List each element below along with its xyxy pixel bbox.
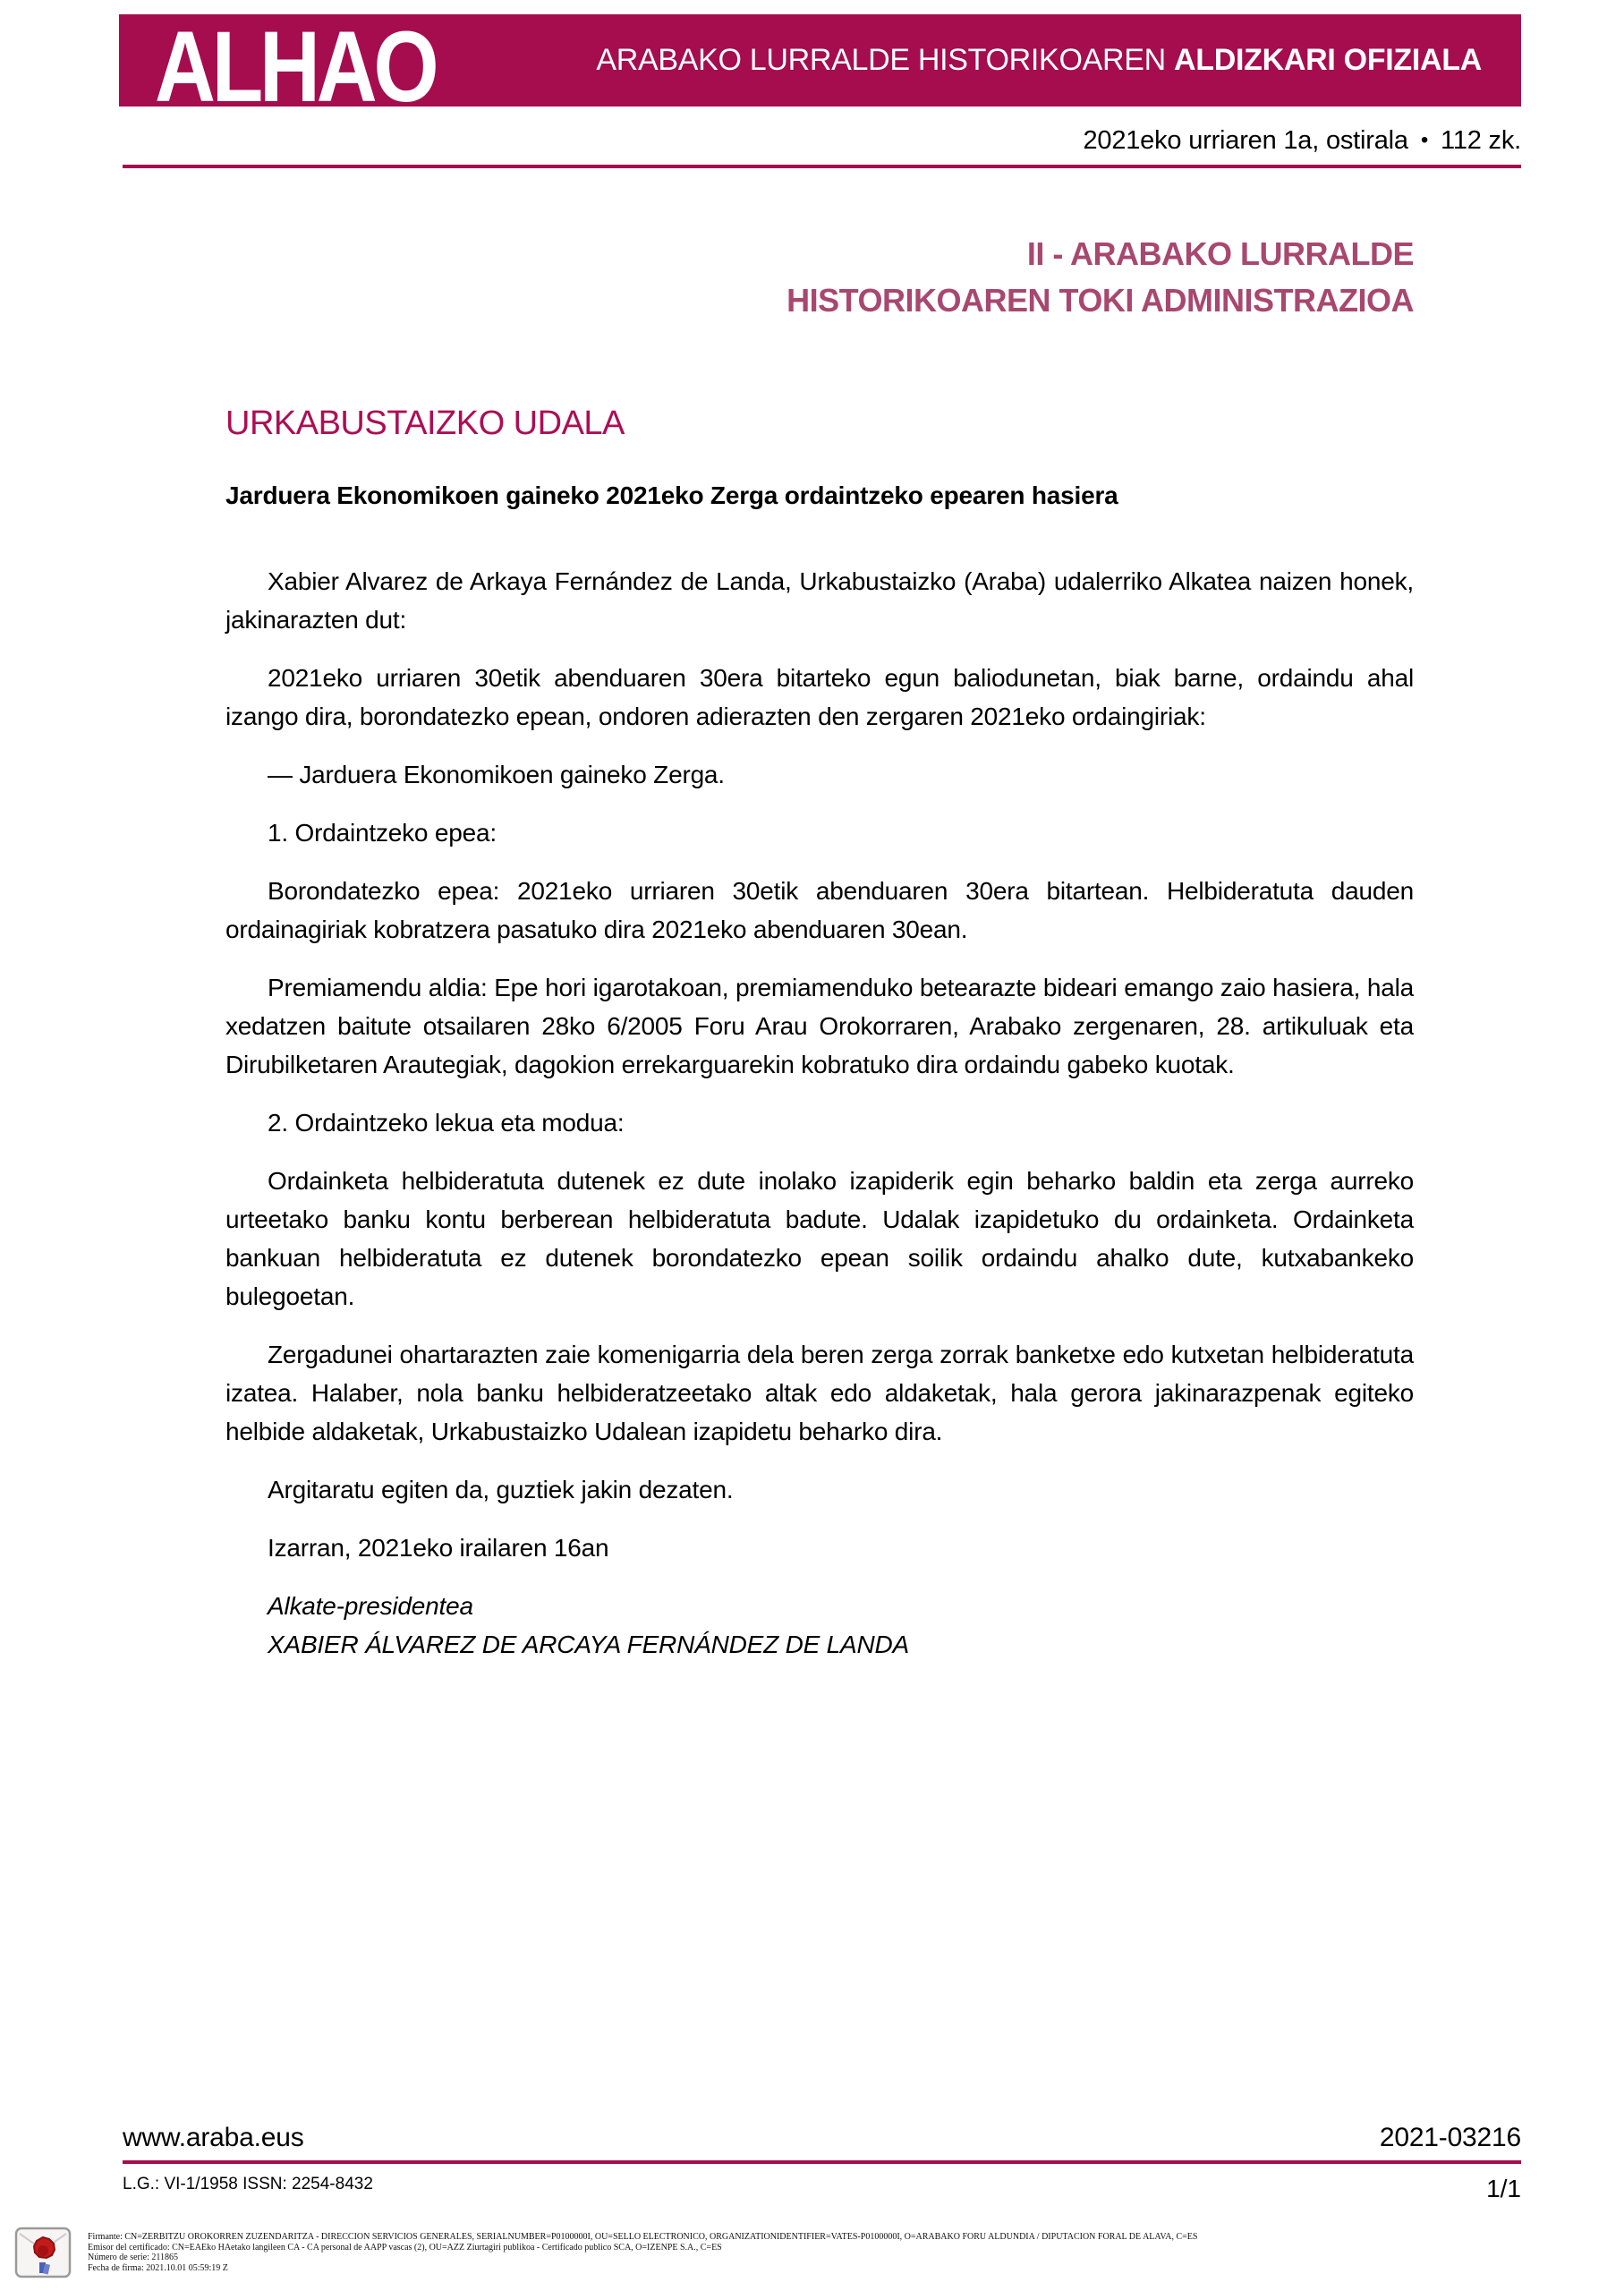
masthead-title-bold: ALDIZKARI OFIZIALA bbox=[1174, 43, 1482, 77]
article-title: Jarduera Ekonomikoen gaineko 2021eko Zerga ordaintzeko epearen hasiera bbox=[225, 481, 1118, 509]
digital-signature-strip bbox=[14, 2227, 1606, 2278]
masthead-band bbox=[119, 10, 1521, 123]
certificate-line: Emisor del certificado: CN=EAEko HAetako langileen CA - CA personal de AAPP vascas (2), OU=AZZ Ziurtagiri publikoa - Certificado publico SCA, O=IZENPE S.A., C=ES bbox=[88, 2242, 722, 2253]
masthead-title-regular: ARABAKO LURRALDE HISTORIKOAREN bbox=[596, 43, 1174, 77]
page-number: 1/1 bbox=[1486, 2175, 1521, 2202]
page-footer bbox=[123, 2123, 1521, 2203]
body-paragraph: Xabier Alvarez de Arkaya Fernández de Landa, Urkabustaizko (Araba) udalerriko Alkatea naizen honek, jakinarazten dut: bbox=[225, 567, 1414, 634]
masthead-title bbox=[596, 43, 1482, 78]
footer-top-row bbox=[123, 2123, 1521, 2153]
signature-role: Alkate-presidentea bbox=[268, 1592, 473, 1620]
footer-bottom-row bbox=[123, 2175, 1521, 2203]
body-paragraph: Ordainketa helbideratuta dutenek ez dute inolako izapiderik egin beharko baldin eta zerga aurreko urteetako banku kontu berberean helbideratuta badute. Udalak izapidetuko du ordainketa. Ordainketa bankuan helbideratuta ez dutenek borondatezko epean soilik ordaindu ahalko dute, kutxabankeko bulegoetan. bbox=[225, 1167, 1414, 1310]
certificate-line: Número de serie: 211865 bbox=[88, 2253, 178, 2262]
municipality-title: URKABUSTAIZKO UDALA bbox=[225, 405, 625, 442]
body-paragraphs bbox=[225, 562, 1414, 1509]
signature-place-date: Izarran, 2021eko irailaren 16an bbox=[268, 1534, 609, 1562]
body-paragraph: Premiamendu aldia: Epe hori igarotakoan, premiamenduko betearazte bideari emango zaio hasiera, hala xedatzen baitute otsailaren 28ko 6/2005 Foru Arau Orokorraren, Arabako zergenaren, 28. artikuluak eta Dirubilketaren Arautegiak, dagokion errekarguarekin kobratuko dira ordaindu gabeko kuotak. bbox=[225, 974, 1414, 1078]
section-heading-line-2: HISTORIKOAREN TOKI ADMINISTRAZIOA bbox=[786, 282, 1414, 319]
certificate-details bbox=[88, 2227, 1197, 2273]
website-link[interactable]: www.araba.eus bbox=[123, 2123, 304, 2152]
body-paragraph: Borondatezko epea: 2021eko urriaren 30etik abenduaren 30era bitartean. Helbideratuta dauden ordainagiriak kobratzera pasatuko dira 2021eko abenduaren 30ean. bbox=[225, 877, 1414, 943]
body-paragraph: 1. Ordaintzeko epea: bbox=[268, 819, 497, 847]
article-body bbox=[225, 562, 1414, 1664]
header-rule bbox=[123, 165, 1521, 168]
certificate-line: Firmante: CN=ZERBITZU OROKORREN ZUZENDARITZA - DIRECCION SERVICIOS GENERALES, SERIALNUMBER=P0100000I, OU=SELLO ELECTRONICO, ORGANIZATIONIDENTIFIER=VATES-P0100000I, O=ARABAKO FORU ALDUNDIA / DIPUTACION FORAL DE ALAVA, C=ES bbox=[88, 2232, 1198, 2242]
certificate-line: Fecha de firma: 2021.10.01 05:59:19 Z bbox=[88, 2262, 228, 2273]
section-heading bbox=[786, 231, 1414, 324]
issue-date: 2021eko urriaren 1a, ostirala bbox=[1083, 126, 1408, 155]
issue-dateline bbox=[1083, 126, 1521, 156]
legal-deposit-issn: L.G.: VI-1/1958 ISSN: 2254-8432 bbox=[123, 2175, 373, 2193]
body-paragraph: 2. Ordaintzeko lekua eta modua: bbox=[268, 1109, 625, 1137]
bullet-separator-icon: • bbox=[1420, 128, 1429, 152]
alhao-logo: ALHAO bbox=[155, 10, 436, 123]
body-paragraph: Zergadunei ohartarazten zaie komenigarria dela beren zerga zorrak banketxe edo kutxetan helbideratuta izatea. Halaber, nola banku helbideratzeetako altak edo aldaketak, hala gerora jakinarazpenak egiteko helbide aldaketak, Urkabustaizko Udalean izapidetu beharko dira. bbox=[225, 1341, 1414, 1445]
body-paragraph: Argitaratu egiten da, guztiek jakin dezaten. bbox=[268, 1476, 734, 1503]
document-number: 2021-03216 bbox=[1379, 2123, 1521, 2152]
section-heading-line-1: II - ARABAKO LURRALDE bbox=[1026, 235, 1414, 272]
signature-block bbox=[225, 1587, 1414, 1664]
signature-name: XABIER ÁLVAREZ DE ARCAYA FERNÁNDEZ DE LANDA bbox=[268, 1631, 910, 1658]
issue-number: 112 zk. bbox=[1441, 126, 1521, 155]
body-paragraph: 2021eko urriaren 30etik abenduaren 30era bitarteko egun baliodunetan, biak barne, ordaindu ahal izango dira, borondatezko epean, ondoren adierazten den zergaren 2021eko ordaingiriak: bbox=[225, 664, 1414, 730]
footer-rule bbox=[123, 2160, 1521, 2164]
body-paragraph: — Jarduera Ekonomikoen gaineko Zerga. bbox=[268, 761, 725, 788]
signature-stamp-icon bbox=[14, 2227, 72, 2278]
